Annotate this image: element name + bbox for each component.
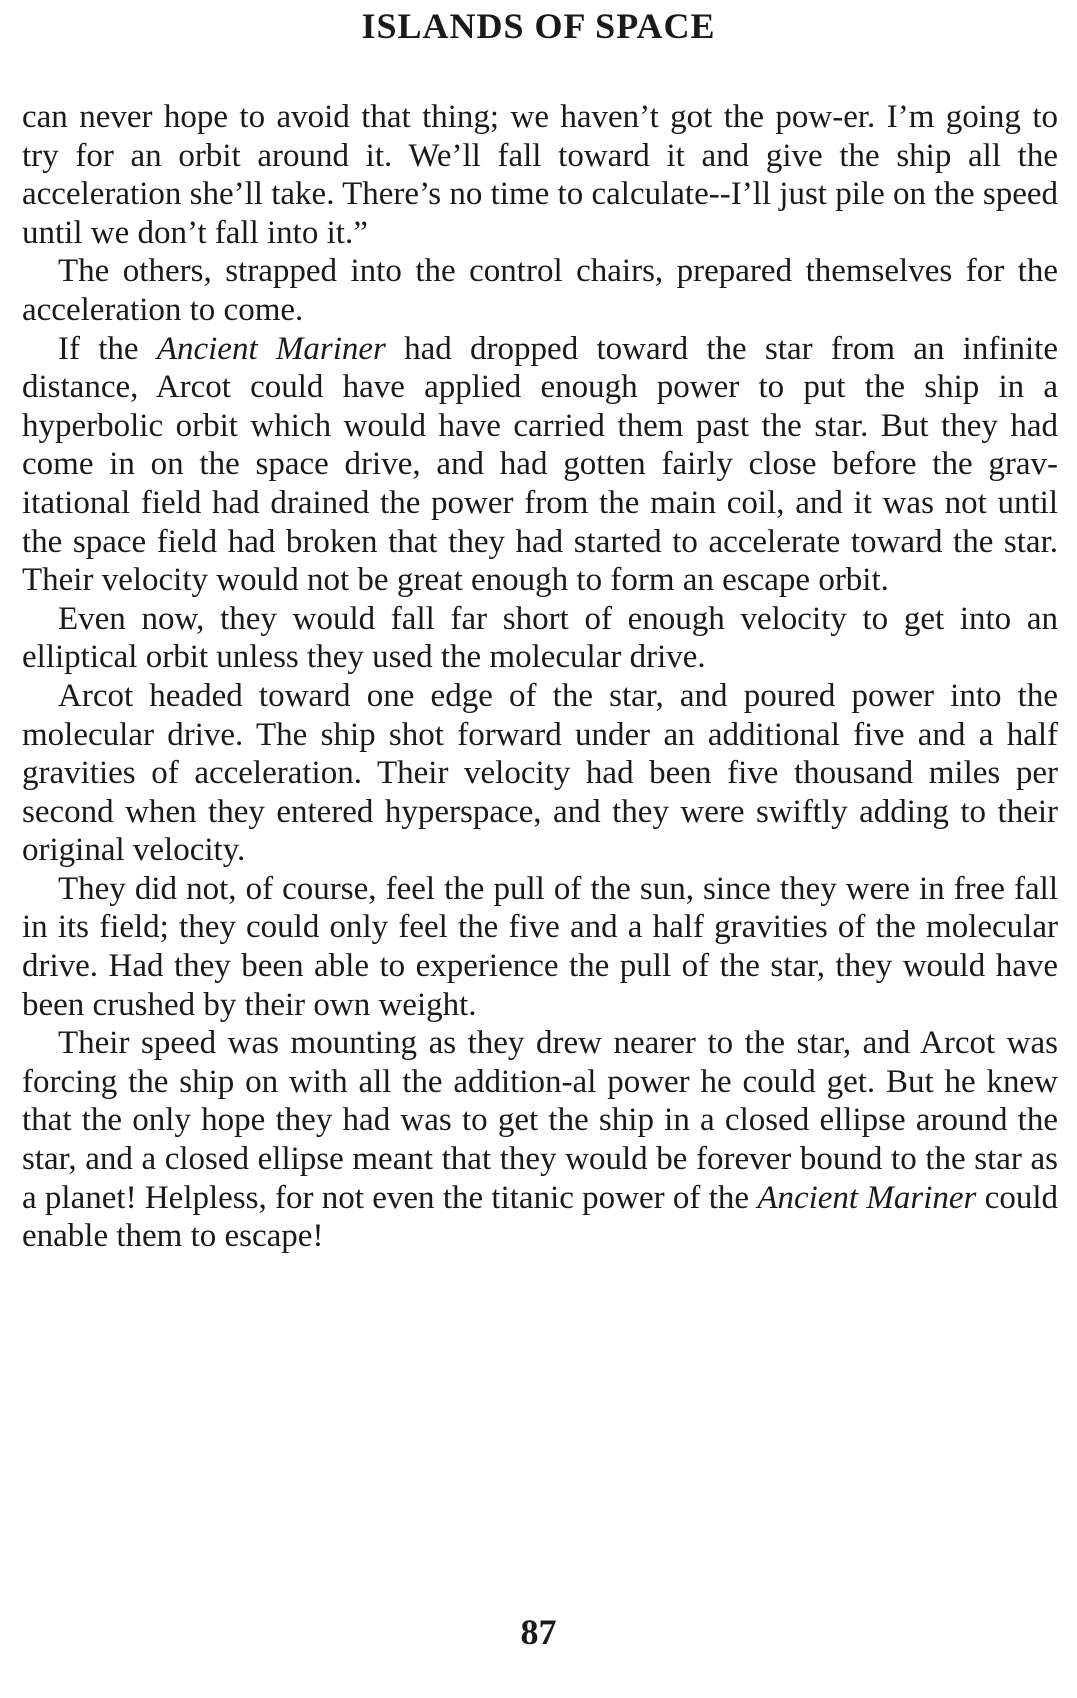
ship-name: Ancient Mariner xyxy=(156,330,386,367)
ship-name: Ancient Mariner xyxy=(757,1179,977,1216)
page-number: 87 xyxy=(520,1612,557,1652)
paragraph-text: If the xyxy=(58,330,157,367)
paragraph: The others, strapped into the control chairs, prepared themselves for the acceleration to come. xyxy=(22,253,1058,328)
paragraph-text: had dropped toward the star from an infinite distance, Arcot could have applied enough power to put the ship in a hyperbolic orbit which would have carried them past the star. But they had come in on the space drive, and had gotten fairly close before the grav-itational field had drained the power from the main coil, and it was not until the space field had broken that they had started to accelerate toward the star. Their velocity would not be great enough to form an escape orbit. xyxy=(22,330,1058,599)
paragraph: Even now, they would fall far short of enough velocity to get into an elliptical orbit unless they used the molecular drive. xyxy=(22,600,1058,676)
running-head: ISLANDS OF SPACE xyxy=(361,6,716,46)
paragraph: They did not, of course, feel the pull of the sun, since they were in free fall in its field; they could only feel the five and a half gravities of the molecular drive. Had they been able to experience the pull of the star, they would have been crushed by their own weight. xyxy=(22,870,1058,1023)
body-text xyxy=(22,98,1058,1256)
paragraph: can never hope to avoid that thing; we haven’t got the pow-er. I’m going to try for an orbit around it. We’ll fall toward it and give the ship all the acceleration she’ll take. There’s no time to calculate--I’ll just pile on the speed until we don’t fall into it.” xyxy=(22,99,1058,251)
paragraph: Arcot headed toward one edge of the star, and poured power into the molecular drive. The ship shot forward under an additional five and a half gravities of acceleration. Their velocity had been five thousand miles per second when they entered hyperspace, and they were swiftly adding to their original velocity. xyxy=(22,677,1058,869)
paragraph-text: could enable them to escape! xyxy=(22,1179,1058,1255)
paragraph xyxy=(22,330,1058,600)
paragraph xyxy=(22,1024,1058,1256)
paragraph-text: Their speed was mounting as they drew nearer to the star, and Arcot was forcing the ship on with all the addition-al power he could get. But he knew that the only hope they had was to get the ship in a closed ellipse around the star, and a closed ellipse meant that they would be forever bound to the star as a planet! Helpless, for not even the titanic power of the xyxy=(22,1025,1058,1216)
